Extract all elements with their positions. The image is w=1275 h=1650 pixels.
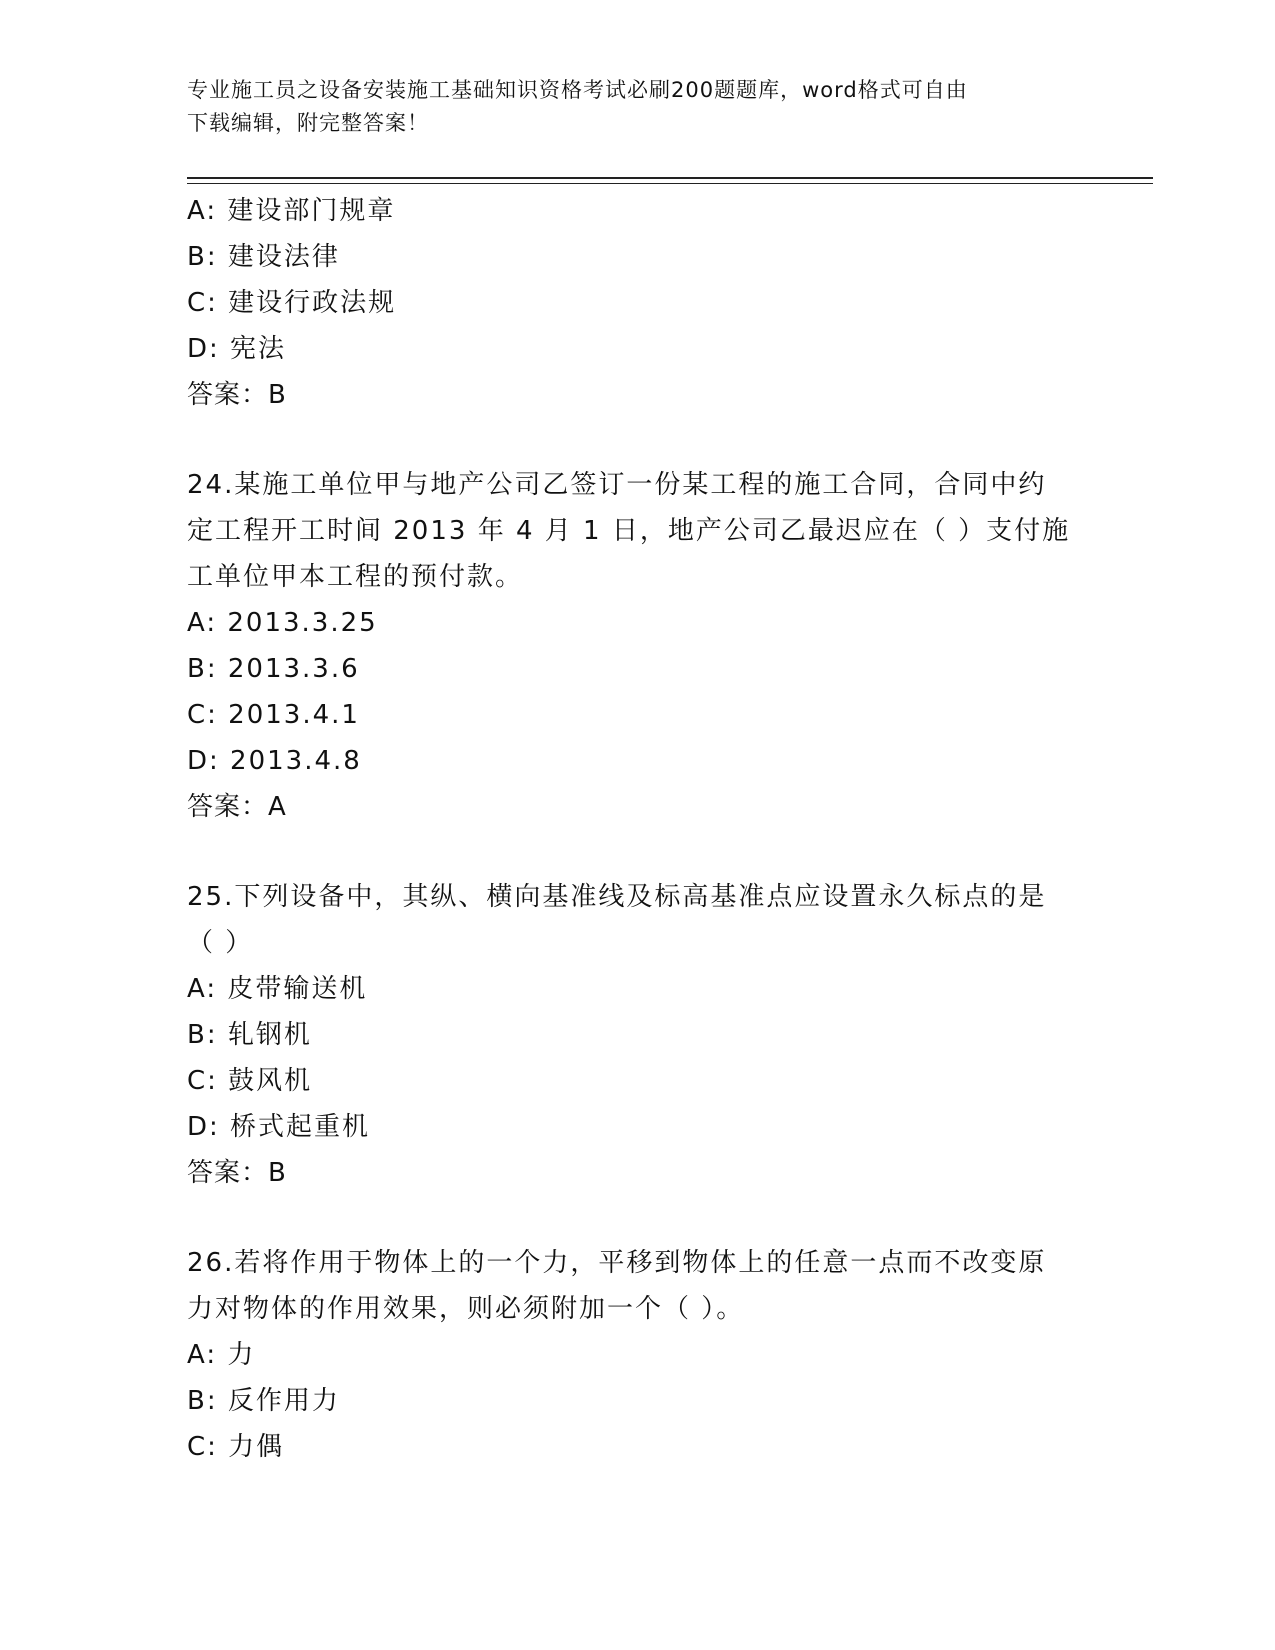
option-b: B: 轧钢机	[187, 1020, 312, 1050]
option-b: B: 反作用力	[187, 1386, 340, 1416]
option-a: A: 力	[187, 1340, 256, 1370]
header-divider-thin	[187, 183, 1153, 184]
spacer	[187, 830, 1087, 874]
option-b: B: 建设法律	[187, 242, 340, 272]
option-b: B: 2013.3.6	[187, 654, 360, 684]
option-a: A: 皮带输送机	[187, 974, 368, 1004]
question-23	[187, 188, 1087, 418]
answer-line: 答案：B	[187, 1158, 287, 1188]
option-c: C: 2013.4.1	[187, 700, 360, 730]
question-24	[187, 462, 1087, 830]
question-text-line-3: 工单位甲本工程的预付款。	[187, 562, 524, 592]
option-c: C: 力偶	[187, 1432, 285, 1462]
question-text-line-1: 26.若将作用于物体上的一个力，平移到物体上的任意一点而不改变原	[187, 1248, 1047, 1278]
header-title-line-1: 专业施工员之设备安装施工基础知识资格考试必刷200题题库，word格式可自由	[187, 78, 968, 102]
question-text-line-1: 24.某施工单位甲与地产公司乙签订一份某工程的施工合同，合同中约	[187, 470, 1047, 500]
option-c: C: 建设行政法规	[187, 288, 397, 318]
question-text-line-2: 定工程开工时间 2013 年 4 月 1 日，地产公司乙最迟应在（ ）支付施	[187, 516, 1071, 546]
question-list	[187, 188, 1087, 1470]
spacer	[187, 418, 1087, 462]
question-text-line-1: 25.下列设备中，其纵、横向基准线及标高基准点应设置永久标点的是	[187, 882, 1047, 912]
option-d: D: 宪法	[187, 334, 287, 364]
option-a: A: 2013.3.25	[187, 608, 378, 638]
question-26	[187, 1240, 1087, 1470]
option-d: D: 桥式起重机	[187, 1112, 371, 1142]
spacer	[187, 1196, 1087, 1240]
question-text-line-2: （ ）	[187, 928, 254, 958]
header-title-line-2: 下载编辑，附完整答案！	[187, 111, 429, 135]
header-divider-thick	[187, 177, 1153, 179]
option-c: C: 鼓风机	[187, 1066, 313, 1096]
answer-line: 答案：B	[187, 380, 287, 410]
option-d: D: 2013.4.8	[187, 746, 362, 776]
document-header	[187, 74, 1067, 140]
answer-line: 答案：A	[187, 792, 287, 822]
option-a: A: 建设部门规章	[187, 196, 396, 226]
question-text-line-2: 力对物体的作用效果，则必须附加一个（ ）。	[187, 1294, 745, 1324]
question-25	[187, 874, 1087, 1196]
